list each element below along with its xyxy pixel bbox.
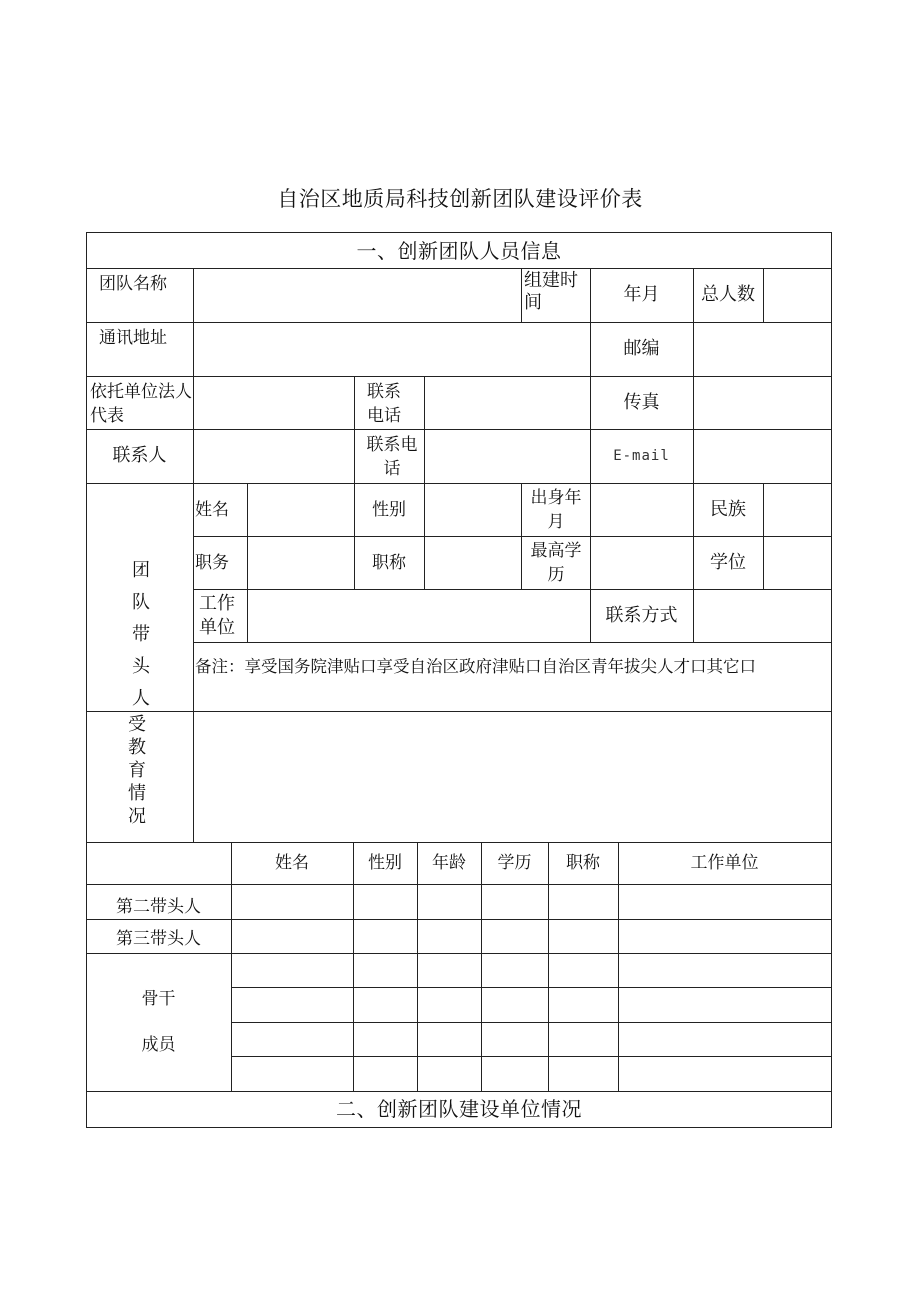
- gender-field[interactable]: [424, 483, 521, 536]
- second-leader-label: 第二带头人: [116, 897, 201, 917]
- degree-label: 学位: [710, 551, 746, 573]
- col-header-age: 年龄: [432, 853, 466, 873]
- ethnicity-field[interactable]: [763, 483, 831, 536]
- title-label: 职称: [372, 552, 406, 573]
- legal-rep-field[interactable]: [193, 376, 354, 429]
- education-field[interactable]: [590, 536, 693, 589]
- phone-label-2: 联系电话: [366, 435, 418, 479]
- col-header-gender: 性别: [368, 853, 402, 873]
- leader-name-field[interactable]: [247, 483, 354, 536]
- education-label: 最高学历: [530, 541, 582, 585]
- col-header-name: 姓名: [275, 853, 309, 873]
- postcode-label: 邮编: [623, 338, 660, 359]
- remarks: 备注：享受国务院津贴口享受自治区政府津贴口自治区青年拔尖人才口其它口: [195, 657, 756, 676]
- email-field[interactable]: [693, 429, 831, 483]
- email-label: E-mail: [613, 448, 670, 464]
- found-time-label: 组建时间: [524, 270, 578, 313]
- postcode-field[interactable]: [693, 322, 831, 376]
- title-field[interactable]: [424, 536, 521, 589]
- col-header-education: 学历: [497, 853, 532, 873]
- degree-field[interactable]: [763, 536, 831, 589]
- phone-field-2[interactable]: [424, 429, 590, 483]
- workplace-label: 工作单位: [199, 593, 235, 638]
- contact-field[interactable]: [193, 429, 354, 483]
- team-name-label: 团队名称: [99, 274, 167, 294]
- birth-field[interactable]: [590, 483, 693, 536]
- birth-label: 出身年月: [530, 488, 582, 532]
- col-header-workplace: 工作单位: [690, 853, 759, 873]
- workplace-field[interactable]: [247, 589, 590, 642]
- col-header-title: 职称: [566, 853, 600, 873]
- section-header-2: 二、创新团队建设单位情况: [336, 1097, 582, 1121]
- name-label: 姓名: [195, 500, 229, 520]
- phone-label-1: 联系电话: [367, 382, 401, 426]
- section-header: 一、创新团队人员信息: [356, 238, 562, 263]
- gender-label: 性别: [372, 499, 406, 520]
- education-history-label: 受教育情况: [128, 714, 146, 827]
- total-people-field[interactable]: [763, 268, 831, 322]
- legal-rep-label: 依托单位法人代表: [90, 382, 192, 426]
- team-name-field[interactable]: [193, 268, 521, 322]
- ethnicity-label: 民族: [710, 498, 746, 520]
- contact-method-label: 联系方式: [605, 604, 678, 626]
- third-leader-label: 第三带头人: [116, 929, 201, 949]
- contact-method-field[interactable]: [693, 589, 831, 642]
- found-time-value: 年月: [623, 284, 660, 305]
- fax-label: 传真: [623, 391, 660, 413]
- address-label: 通讯地址: [99, 328, 167, 348]
- address-field[interactable]: [193, 322, 590, 376]
- fax-field[interactable]: [693, 376, 831, 429]
- page-title: 自治区地质局科技创新团队建设评价表: [277, 187, 643, 211]
- total-people-label: 总人数: [701, 284, 755, 305]
- core-members-label-line2: 成员: [141, 1035, 176, 1055]
- core-members-label-line1: 骨干: [141, 989, 176, 1009]
- position-field[interactable]: [247, 536, 354, 589]
- contact-label: 联系人: [112, 445, 167, 466]
- leader-group-label: 团队带头人: [132, 560, 169, 709]
- position-label: 职务: [195, 553, 229, 573]
- education-history-field[interactable]: [193, 711, 831, 842]
- phone-field-1[interactable]: [424, 376, 590, 429]
